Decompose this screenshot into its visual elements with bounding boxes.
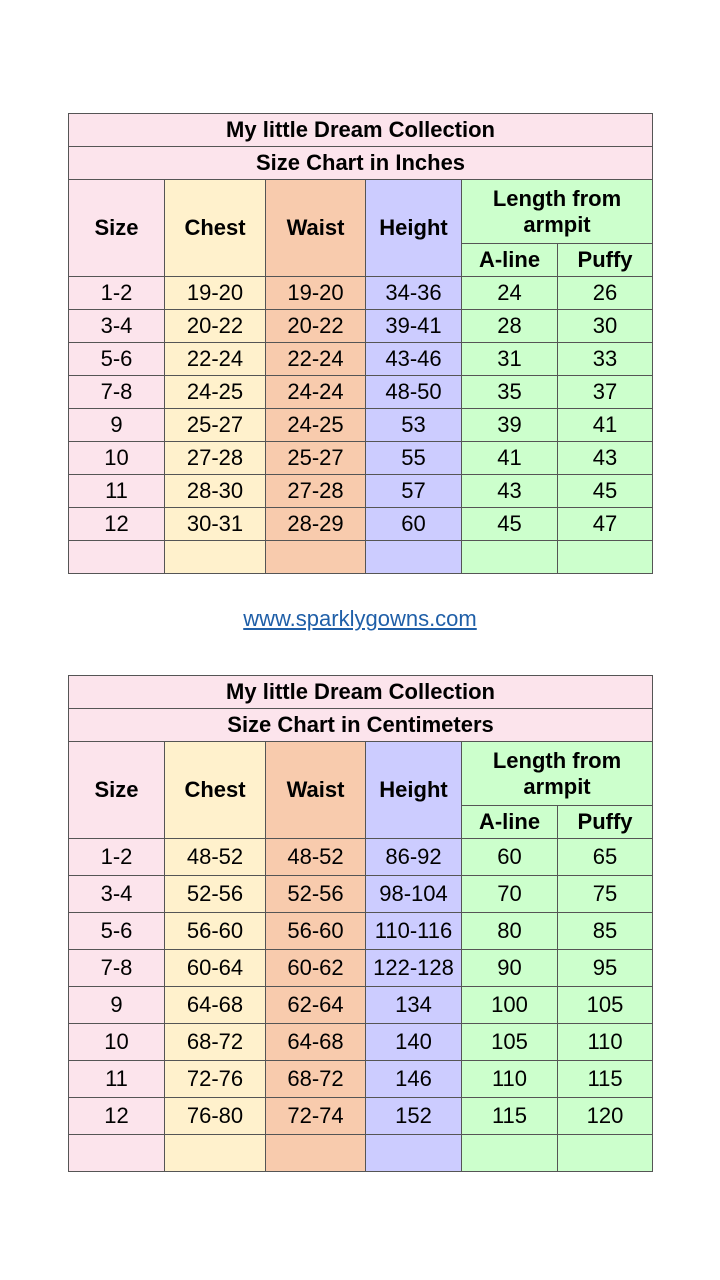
- subtitle-row: [69, 147, 653, 180]
- subtitle-row: [69, 709, 653, 742]
- puffy-cell: 33: [558, 343, 653, 376]
- header-length-from-armpit: Length from armpit: [462, 180, 653, 244]
- chest-cell: 48-52: [165, 839, 266, 876]
- chart-title: My little Dream Collection: [69, 676, 653, 709]
- size-cell: [69, 1135, 165, 1172]
- title-row: [69, 676, 653, 709]
- height-cell: [366, 541, 462, 574]
- cm-size-chart: [68, 675, 653, 1172]
- height-cell: 55: [366, 442, 462, 475]
- header-waist: Waist: [266, 742, 366, 839]
- aline-cell: 110: [462, 1061, 558, 1098]
- chest-cell: 19-20: [165, 277, 266, 310]
- chest-cell: [165, 541, 266, 574]
- size-cell: 5-6: [69, 913, 165, 950]
- size-cell: 7-8: [69, 376, 165, 409]
- aline-cell: 70: [462, 876, 558, 913]
- puffy-cell: 65: [558, 839, 653, 876]
- title-row: [69, 114, 653, 147]
- height-cell: 86-92: [366, 839, 462, 876]
- table-row: [69, 343, 653, 376]
- waist-cell: 68-72: [266, 1061, 366, 1098]
- inches-table-body: [69, 114, 653, 574]
- waist-cell: 48-52: [266, 839, 366, 876]
- height-cell: 43-46: [366, 343, 462, 376]
- puffy-cell: 120: [558, 1098, 653, 1135]
- aline-cell: 115: [462, 1098, 558, 1135]
- aline-cell: 24: [462, 277, 558, 310]
- header-waist: Waist: [266, 180, 366, 277]
- chart-subtitle: Size Chart in Centimeters: [69, 709, 653, 742]
- chest-cell: 22-24: [165, 343, 266, 376]
- size-cell: 10: [69, 442, 165, 475]
- header-puffy: Puffy: [558, 244, 653, 277]
- size-cell: 10: [69, 1024, 165, 1061]
- puffy-cell: 41: [558, 409, 653, 442]
- table-row: [69, 475, 653, 508]
- size-cell: 9: [69, 987, 165, 1024]
- chest-cell: 76-80: [165, 1098, 266, 1135]
- website-link[interactable]: www.sparklygowns.com: [243, 606, 477, 631]
- aline-cell: 28: [462, 310, 558, 343]
- table-row: [69, 541, 653, 574]
- cm-table-body: [69, 676, 653, 1172]
- chest-cell: 68-72: [165, 1024, 266, 1061]
- size-cell: [69, 541, 165, 574]
- aline-cell: 105: [462, 1024, 558, 1061]
- puffy-cell: 110: [558, 1024, 653, 1061]
- size-cell: 11: [69, 1061, 165, 1098]
- chart-subtitle: Size Chart in Inches: [69, 147, 653, 180]
- table-row: [69, 1098, 653, 1135]
- header-row: [69, 742, 653, 806]
- puffy-cell: [558, 541, 653, 574]
- table-row: [69, 376, 653, 409]
- header-aline: A-line: [462, 806, 558, 839]
- waist-cell: 24-24: [266, 376, 366, 409]
- puffy-cell: 37: [558, 376, 653, 409]
- size-cell: 5-6: [69, 343, 165, 376]
- header-chest: Chest: [165, 180, 266, 277]
- waist-cell: 64-68: [266, 1024, 366, 1061]
- header-puffy: Puffy: [558, 806, 653, 839]
- chest-cell: 28-30: [165, 475, 266, 508]
- size-cell: 3-4: [69, 310, 165, 343]
- table-row: [69, 839, 653, 876]
- height-cell: 53: [366, 409, 462, 442]
- height-cell: 60: [366, 508, 462, 541]
- puffy-cell: 43: [558, 442, 653, 475]
- chest-cell: [165, 1135, 266, 1172]
- waist-cell: 22-24: [266, 343, 366, 376]
- aline-cell: 39: [462, 409, 558, 442]
- aline-cell: 31: [462, 343, 558, 376]
- header-aline: A-line: [462, 244, 558, 277]
- height-cell: 140: [366, 1024, 462, 1061]
- aline-cell: 100: [462, 987, 558, 1024]
- chart-title: My little Dream Collection: [69, 114, 653, 147]
- chest-cell: 56-60: [165, 913, 266, 950]
- header-size: Size: [69, 180, 165, 277]
- waist-cell: 72-74: [266, 1098, 366, 1135]
- table-row: [69, 876, 653, 913]
- height-cell: 152: [366, 1098, 462, 1135]
- table-row: [69, 310, 653, 343]
- size-cell: 12: [69, 1098, 165, 1135]
- puffy-cell: 95: [558, 950, 653, 987]
- table-row: [69, 1024, 653, 1061]
- height-cell: 48-50: [366, 376, 462, 409]
- chest-cell: 64-68: [165, 987, 266, 1024]
- size-cell: 1-2: [69, 839, 165, 876]
- table-row: [69, 1135, 653, 1172]
- waist-cell: 56-60: [266, 913, 366, 950]
- aline-cell: 43: [462, 475, 558, 508]
- table-row: [69, 950, 653, 987]
- waist-cell: 24-25: [266, 409, 366, 442]
- aline-cell: [462, 541, 558, 574]
- header-height: Height: [366, 180, 462, 277]
- waist-cell: 52-56: [266, 876, 366, 913]
- chest-cell: 25-27: [165, 409, 266, 442]
- height-cell: 146: [366, 1061, 462, 1098]
- chest-cell: 24-25: [165, 376, 266, 409]
- puffy-cell: 105: [558, 987, 653, 1024]
- puffy-cell: [558, 1135, 653, 1172]
- height-cell: 122-128: [366, 950, 462, 987]
- aline-cell: 90: [462, 950, 558, 987]
- aline-cell: 60: [462, 839, 558, 876]
- chest-cell: 20-22: [165, 310, 266, 343]
- aline-cell: 35: [462, 376, 558, 409]
- waist-cell: 20-22: [266, 310, 366, 343]
- size-cell: 7-8: [69, 950, 165, 987]
- waist-cell: [266, 541, 366, 574]
- height-cell: 34-36: [366, 277, 462, 310]
- aline-cell: 45: [462, 508, 558, 541]
- height-cell: 57: [366, 475, 462, 508]
- waist-cell: 19-20: [266, 277, 366, 310]
- size-cell: 12: [69, 508, 165, 541]
- chest-cell: 60-64: [165, 950, 266, 987]
- size-cell: 11: [69, 475, 165, 508]
- height-cell: 39-41: [366, 310, 462, 343]
- puffy-cell: 26: [558, 277, 653, 310]
- table-row: [69, 987, 653, 1024]
- waist-cell: [266, 1135, 366, 1172]
- chest-cell: 30-31: [165, 508, 266, 541]
- table-row: [69, 277, 653, 310]
- aline-cell: 80: [462, 913, 558, 950]
- waist-cell: 28-29: [266, 508, 366, 541]
- chest-cell: 27-28: [165, 442, 266, 475]
- puffy-cell: 30: [558, 310, 653, 343]
- aline-cell: 41: [462, 442, 558, 475]
- table-row: [69, 913, 653, 950]
- waist-cell: 25-27: [266, 442, 366, 475]
- puffy-cell: 47: [558, 508, 653, 541]
- header-length-from-armpit: Length from armpit: [462, 742, 653, 806]
- inches-size-chart: [68, 113, 653, 574]
- puffy-cell: 85: [558, 913, 653, 950]
- table-row: [69, 1061, 653, 1098]
- aline-cell: [462, 1135, 558, 1172]
- size-cell: 3-4: [69, 876, 165, 913]
- waist-cell: 60-62: [266, 950, 366, 987]
- waist-cell: 27-28: [266, 475, 366, 508]
- size-cell: 1-2: [69, 277, 165, 310]
- table-row: [69, 508, 653, 541]
- header-height: Height: [366, 742, 462, 839]
- height-cell: [366, 1135, 462, 1172]
- chest-cell: 72-76: [165, 1061, 266, 1098]
- puffy-cell: 75: [558, 876, 653, 913]
- puffy-cell: 45: [558, 475, 653, 508]
- size-cell: 9: [69, 409, 165, 442]
- height-cell: 98-104: [366, 876, 462, 913]
- chest-cell: 52-56: [165, 876, 266, 913]
- height-cell: 134: [366, 987, 462, 1024]
- height-cell: 110-116: [366, 913, 462, 950]
- puffy-cell: 115: [558, 1061, 653, 1098]
- header-row: [69, 180, 653, 244]
- header-chest: Chest: [165, 742, 266, 839]
- header-size: Size: [69, 742, 165, 839]
- waist-cell: 62-64: [266, 987, 366, 1024]
- table-row: [69, 409, 653, 442]
- table-row: [69, 442, 653, 475]
